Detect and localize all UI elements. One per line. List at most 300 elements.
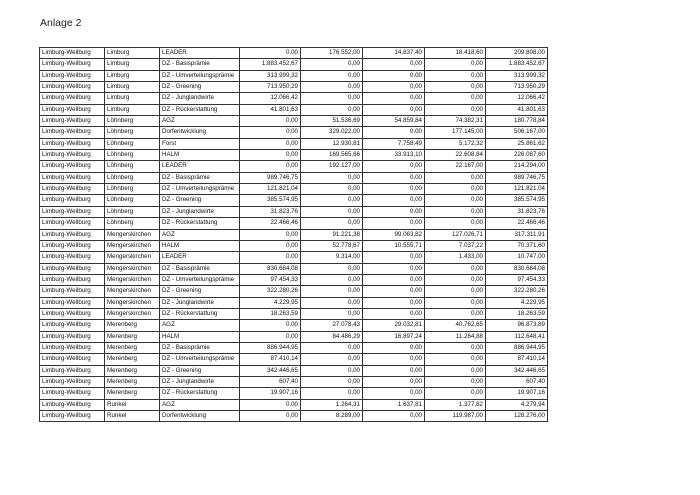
total-cell: 87.410,14: [486, 354, 548, 365]
municipality-cell: Limburg: [105, 48, 160, 59]
amount-2-cell: 0,00: [301, 286, 363, 297]
measure-cell: Dorfentwicklung: [160, 127, 240, 138]
amount-4-cell: 0,00: [425, 206, 486, 217]
amount-1-cell: 0,00: [240, 116, 301, 127]
total-cell: 886.944,95: [486, 342, 548, 353]
measure-cell: AGZ: [160, 229, 240, 240]
amount-2-cell: 12.930,81: [301, 138, 363, 149]
table-row: [40, 48, 548, 59]
amount-2-cell: 9.314,00: [301, 252, 363, 263]
amount-2-cell: 0,00: [301, 388, 363, 399]
district-cell: Limburg-Weilburg: [40, 150, 105, 161]
municipality-cell: Merenberg: [105, 320, 160, 331]
district-cell: Limburg-Weilburg: [40, 70, 105, 81]
district-cell: Limburg-Weilburg: [40, 138, 105, 149]
measure-cell: Forst: [160, 138, 240, 149]
amount-4-cell: 11.264,88: [425, 331, 486, 342]
table-row: [40, 229, 548, 240]
district-cell: Limburg-Weilburg: [40, 127, 105, 138]
amount-1-cell: 0,00: [240, 48, 301, 59]
amount-2-cell: 0,00: [301, 206, 363, 217]
amount-1-cell: 31.823,76: [240, 206, 301, 217]
total-cell: 1.883.452,67: [486, 59, 548, 70]
table-row: [40, 297, 548, 308]
amount-3-cell: 0,00: [363, 308, 425, 319]
amount-4-cell: 1.377,82: [425, 399, 486, 410]
measure-cell: DZ - Rückerstattung: [160, 218, 240, 229]
total-cell: 313.999,32: [486, 70, 548, 81]
municipality-cell: Merenberg: [105, 331, 160, 342]
amount-4-cell: 40.762,65: [425, 320, 486, 331]
amount-1-cell: 1.883.452,67: [240, 59, 301, 70]
amount-4-cell: 22.608,84: [425, 150, 486, 161]
amount-3-cell: 0,00: [363, 59, 425, 70]
table-row: [40, 138, 548, 149]
amount-4-cell: 0,00: [425, 388, 486, 399]
measure-cell: DZ - Greening: [160, 195, 240, 206]
amount-3-cell: 0,00: [363, 195, 425, 206]
amount-3-cell: 0,00: [363, 263, 425, 274]
total-cell: 607,40: [486, 376, 548, 387]
amount-3-cell: 0,00: [363, 376, 425, 387]
municipality-cell: Mengerskirchen: [105, 308, 160, 319]
amount-1-cell: 18.263,59: [240, 308, 301, 319]
amount-2-cell: 169.565,66: [301, 150, 363, 161]
amount-1-cell: 41.801,63: [240, 104, 301, 115]
district-cell: Limburg-Weilburg: [40, 263, 105, 274]
amount-3-cell: 0,00: [363, 274, 425, 285]
total-cell: 31.823,76: [486, 206, 548, 217]
total-cell: 128.276,00: [486, 411, 548, 422]
municipality-cell: Limburg: [105, 93, 160, 104]
amount-1-cell: 830.684,08: [240, 263, 301, 274]
total-cell: 4.229,95: [486, 297, 548, 308]
amount-1-cell: 87.410,14: [240, 354, 301, 365]
measure-cell: DZ - Basisprämie: [160, 172, 240, 183]
measure-cell: AGZ: [160, 399, 240, 410]
amount-4-cell: 0,00: [425, 297, 486, 308]
amount-3-cell: 0,00: [363, 184, 425, 195]
measure-cell: DZ - Basisprämie: [160, 342, 240, 353]
measure-cell: DZ - Greening: [160, 286, 240, 297]
district-cell: Limburg-Weilburg: [40, 104, 105, 115]
measure-cell: Dorfentwicklung: [160, 411, 240, 422]
amount-2-cell: 192.127,00: [301, 161, 363, 172]
measure-cell: DZ - Rückerstattung: [160, 308, 240, 319]
total-cell: 322.280,26: [486, 286, 548, 297]
measure-cell: DZ - Junglandwirte: [160, 297, 240, 308]
amount-2-cell: 329.022,00: [301, 127, 363, 138]
amount-3-cell: 33.913,10: [363, 150, 425, 161]
table-row: [40, 274, 548, 285]
municipality-cell: Löhnberg: [105, 195, 160, 206]
municipality-cell: Runkel: [105, 411, 160, 422]
total-cell: 18.263,59: [486, 308, 548, 319]
municipality-cell: Limburg: [105, 82, 160, 93]
district-cell: Limburg-Weilburg: [40, 411, 105, 422]
amount-1-cell: 4.229,95: [240, 297, 301, 308]
measure-cell: DZ - Rückerstattung: [160, 388, 240, 399]
amount-4-cell: 0,00: [425, 218, 486, 229]
district-cell: Limburg-Weilburg: [40, 218, 105, 229]
total-cell: 226.087,60: [486, 150, 548, 161]
amount-3-cell: 0,00: [363, 70, 425, 81]
funding-table: [39, 47, 548, 422]
district-cell: Limburg-Weilburg: [40, 331, 105, 342]
amount-2-cell: 84.486,29: [301, 331, 363, 342]
municipality-cell: Merenberg: [105, 365, 160, 376]
measure-cell: LEADER: [160, 161, 240, 172]
measure-cell: DZ - Junglandwirte: [160, 206, 240, 217]
municipality-cell: Mengerskirchen: [105, 252, 160, 263]
amount-1-cell: 0,00: [240, 229, 301, 240]
amount-2-cell: 51.536,69: [301, 116, 363, 127]
amount-4-cell: 18.418,60: [425, 48, 486, 59]
table-row: [40, 354, 548, 365]
district-cell: Limburg-Weilburg: [40, 229, 105, 240]
amount-2-cell: 0,00: [301, 342, 363, 353]
table-row: [40, 308, 548, 319]
amount-4-cell: 0,00: [425, 184, 486, 195]
amount-1-cell: 322.280,26: [240, 286, 301, 297]
table-row: [40, 411, 548, 422]
table-row: [40, 240, 548, 251]
amount-4-cell: 22.167,00: [425, 161, 486, 172]
table-row: [40, 388, 548, 399]
amount-2-cell: 0,00: [301, 218, 363, 229]
total-cell: 70.371,60: [486, 240, 548, 251]
amount-2-cell: 0,00: [301, 365, 363, 376]
amount-2-cell: 176.552,00: [301, 48, 363, 59]
amount-3-cell: 0,00: [363, 252, 425, 263]
municipality-cell: Löhnberg: [105, 172, 160, 183]
table-row: [40, 218, 548, 229]
total-cell: 97.454,33: [486, 274, 548, 285]
district-cell: Limburg-Weilburg: [40, 286, 105, 297]
table-row: [40, 82, 548, 93]
amount-1-cell: 0,00: [240, 399, 301, 410]
amount-2-cell: 0,00: [301, 376, 363, 387]
total-cell: 214.294,00: [486, 161, 548, 172]
total-cell: 385.574,95: [486, 195, 548, 206]
amount-4-cell: 0,00: [425, 286, 486, 297]
amount-2-cell: 0,00: [301, 59, 363, 70]
measure-cell: HALM: [160, 331, 240, 342]
total-cell: 830.684,08: [486, 263, 548, 274]
amount-1-cell: 121.821,04: [240, 184, 301, 195]
amount-1-cell: 0,00: [240, 320, 301, 331]
table-row: [40, 70, 548, 81]
municipality-cell: Löhnberg: [105, 218, 160, 229]
measure-cell: DZ - Umverteilungsprämie: [160, 184, 240, 195]
total-cell: 121.821,04: [486, 184, 548, 195]
amount-2-cell: 0,00: [301, 308, 363, 319]
amount-4-cell: 0,00: [425, 104, 486, 115]
table-row: [40, 399, 548, 410]
table-row: [40, 320, 548, 331]
district-cell: Limburg-Weilburg: [40, 399, 105, 410]
district-cell: Limburg-Weilburg: [40, 184, 105, 195]
amount-3-cell: 0,00: [363, 104, 425, 115]
municipality-cell: Merenberg: [105, 342, 160, 353]
amount-4-cell: 0,00: [425, 365, 486, 376]
table-body: [40, 48, 548, 422]
district-cell: Limburg-Weilburg: [40, 342, 105, 353]
municipality-cell: Mengerskirchen: [105, 240, 160, 251]
amount-1-cell: 0,00: [240, 331, 301, 342]
amount-4-cell: 0,00: [425, 93, 486, 104]
amount-2-cell: 1.264,31: [301, 399, 363, 410]
amount-2-cell: 0,00: [301, 274, 363, 285]
amount-4-cell: 0,00: [425, 263, 486, 274]
district-cell: Limburg-Weilburg: [40, 376, 105, 387]
total-cell: 317.311,91: [486, 229, 548, 240]
municipality-cell: Merenberg: [105, 376, 160, 387]
total-cell: 10.747,00: [486, 252, 548, 263]
amount-4-cell: 0,00: [425, 308, 486, 319]
amount-3-cell: 1.637,81: [363, 399, 425, 410]
measure-cell: DZ - Umverteilungsprämie: [160, 274, 240, 285]
amount-4-cell: 0,00: [425, 342, 486, 353]
measure-cell: DZ - Junglandwirte: [160, 376, 240, 387]
amount-3-cell: 0,00: [363, 218, 425, 229]
measure-cell: DZ - Basisprämie: [160, 263, 240, 274]
table-row: [40, 184, 548, 195]
table-row: [40, 59, 548, 70]
amount-2-cell: 27.078,43: [301, 320, 363, 331]
measure-cell: DZ - Basisprämie: [160, 59, 240, 70]
table-row: [40, 195, 548, 206]
total-cell: 19.907,16: [486, 388, 548, 399]
amount-1-cell: 0,00: [240, 161, 301, 172]
amount-4-cell: 5.172,32: [425, 138, 486, 149]
total-cell: 506.167,00: [486, 127, 548, 138]
municipality-cell: Löhnberg: [105, 161, 160, 172]
district-cell: Limburg-Weilburg: [40, 116, 105, 127]
measure-cell: AGZ: [160, 116, 240, 127]
municipality-cell: Mengerskirchen: [105, 263, 160, 274]
municipality-cell: Löhnberg: [105, 184, 160, 195]
municipality-cell: Merenberg: [105, 388, 160, 399]
amount-3-cell: 0,00: [363, 411, 425, 422]
table-row: [40, 206, 548, 217]
amount-3-cell: 0,00: [363, 365, 425, 376]
amount-3-cell: 0,00: [363, 354, 425, 365]
amount-1-cell: 0,00: [240, 138, 301, 149]
amount-3-cell: 99.063,82: [363, 229, 425, 240]
municipality-cell: Löhnberg: [105, 206, 160, 217]
amount-4-cell: 0,00: [425, 354, 486, 365]
table-row: [40, 376, 548, 387]
page-title: Anlage 2: [40, 17, 82, 29]
municipality-cell: Löhnberg: [105, 127, 160, 138]
amount-2-cell: 0,00: [301, 70, 363, 81]
total-cell: 96.873,89: [486, 320, 548, 331]
table-row: [40, 331, 548, 342]
district-cell: Limburg-Weilburg: [40, 240, 105, 251]
municipality-cell: Mengerskirchen: [105, 297, 160, 308]
district-cell: Limburg-Weilburg: [40, 59, 105, 70]
amount-3-cell: 0,00: [363, 161, 425, 172]
total-cell: 12.066,42: [486, 93, 548, 104]
district-cell: Limburg-Weilburg: [40, 365, 105, 376]
district-cell: Limburg-Weilburg: [40, 320, 105, 331]
amount-1-cell: 22.466,46: [240, 218, 301, 229]
table-row: [40, 172, 548, 183]
table-row: [40, 365, 548, 376]
amount-4-cell: 0,00: [425, 195, 486, 206]
district-cell: Limburg-Weilburg: [40, 297, 105, 308]
amount-1-cell: 0,00: [240, 127, 301, 138]
amount-1-cell: 19.907,16: [240, 388, 301, 399]
measure-cell: HALM: [160, 150, 240, 161]
municipality-cell: Limburg: [105, 70, 160, 81]
amount-4-cell: 7.037,22: [425, 240, 486, 251]
amount-4-cell: 0,00: [425, 82, 486, 93]
municipality-cell: Mengerskirchen: [105, 229, 160, 240]
table-row: [40, 150, 548, 161]
total-cell: 989.746,75: [486, 172, 548, 183]
municipality-cell: Löhnberg: [105, 150, 160, 161]
total-cell: 342.446,65: [486, 365, 548, 376]
municipality-cell: Löhnberg: [105, 116, 160, 127]
amount-1-cell: 607,40: [240, 376, 301, 387]
amount-4-cell: 0,00: [425, 59, 486, 70]
amount-3-cell: 0,00: [363, 172, 425, 183]
total-cell: 713.950,29: [486, 82, 548, 93]
municipality-cell: Limburg: [105, 104, 160, 115]
amount-1-cell: 713.950,29: [240, 82, 301, 93]
measure-cell: DZ - Umverteilungsprämie: [160, 70, 240, 81]
amount-2-cell: 0,00: [301, 195, 363, 206]
district-cell: Limburg-Weilburg: [40, 388, 105, 399]
table-row: [40, 286, 548, 297]
measure-cell: DZ - Greening: [160, 82, 240, 93]
measure-cell: DZ - Umverteilungsprämie: [160, 354, 240, 365]
amount-2-cell: 52.778,67: [301, 240, 363, 251]
municipality-cell: Runkel: [105, 399, 160, 410]
amount-2-cell: 0,00: [301, 93, 363, 104]
amount-1-cell: 12.066,42: [240, 93, 301, 104]
measure-cell: DZ - Rückerstattung: [160, 104, 240, 115]
amount-1-cell: 0,00: [240, 150, 301, 161]
table-row: [40, 263, 548, 274]
amount-4-cell: 0,00: [425, 172, 486, 183]
measure-cell: LEADER: [160, 48, 240, 59]
amount-3-cell: 0,00: [363, 286, 425, 297]
amount-3-cell: 0,00: [363, 127, 425, 138]
total-cell: 112.648,41: [486, 331, 548, 342]
table-row: [40, 342, 548, 353]
amount-2-cell: 0,00: [301, 184, 363, 195]
amount-2-cell: 0,00: [301, 82, 363, 93]
amount-1-cell: 886.944,95: [240, 342, 301, 353]
table-row: [40, 252, 548, 263]
amount-1-cell: 0,00: [240, 252, 301, 263]
district-cell: Limburg-Weilburg: [40, 195, 105, 206]
district-cell: Limburg-Weilburg: [40, 252, 105, 263]
municipality-cell: Limburg: [105, 59, 160, 70]
district-cell: Limburg-Weilburg: [40, 48, 105, 59]
amount-3-cell: 54.859,84: [363, 116, 425, 127]
total-cell: 180.778,84: [486, 116, 548, 127]
amount-2-cell: 0,00: [301, 104, 363, 115]
amount-1-cell: 989.746,75: [240, 172, 301, 183]
district-cell: Limburg-Weilburg: [40, 206, 105, 217]
amount-1-cell: 0,00: [240, 411, 301, 422]
amount-1-cell: 0,00: [240, 240, 301, 251]
amount-3-cell: 0,00: [363, 342, 425, 353]
amount-2-cell: 0,00: [301, 172, 363, 183]
amount-2-cell: 91.221,38: [301, 229, 363, 240]
amount-2-cell: 0,00: [301, 297, 363, 308]
amount-2-cell: 0,00: [301, 263, 363, 274]
measure-cell: DZ - Greening: [160, 365, 240, 376]
district-cell: Limburg-Weilburg: [40, 308, 105, 319]
municipality-cell: Löhnberg: [105, 138, 160, 149]
amount-4-cell: 0,00: [425, 376, 486, 387]
measure-cell: HALM: [160, 240, 240, 251]
table-row: [40, 104, 548, 115]
amount-3-cell: 16.897,24: [363, 331, 425, 342]
amount-3-cell: 0,00: [363, 82, 425, 93]
funding-table-wrapper: [39, 47, 548, 422]
amount-4-cell: 0,00: [425, 70, 486, 81]
amount-3-cell: 14.837,40: [363, 48, 425, 59]
total-cell: 4.279,94: [486, 399, 548, 410]
measure-cell: LEADER: [160, 252, 240, 263]
total-cell: 22.466,46: [486, 218, 548, 229]
table-row: [40, 127, 548, 138]
amount-2-cell: 0,00: [301, 354, 363, 365]
amount-4-cell: 74.382,31: [425, 116, 486, 127]
amount-3-cell: 0,00: [363, 93, 425, 104]
amount-3-cell: 10.555,71: [363, 240, 425, 251]
district-cell: Limburg-Weilburg: [40, 82, 105, 93]
district-cell: Limburg-Weilburg: [40, 161, 105, 172]
amount-1-cell: 313.999,32: [240, 70, 301, 81]
amount-1-cell: 97.454,33: [240, 274, 301, 285]
district-cell: Limburg-Weilburg: [40, 354, 105, 365]
amount-4-cell: 1.433,00: [425, 252, 486, 263]
amount-2-cell: 8.289,00: [301, 411, 363, 422]
amount-3-cell: 7.758,49: [363, 138, 425, 149]
table-row: [40, 93, 548, 104]
amount-3-cell: 29.032,81: [363, 320, 425, 331]
amount-1-cell: 342.446,65: [240, 365, 301, 376]
district-cell: Limburg-Weilburg: [40, 93, 105, 104]
municipality-cell: Mengerskirchen: [105, 274, 160, 285]
municipality-cell: Mengerskirchen: [105, 286, 160, 297]
amount-4-cell: 177.145,00: [425, 127, 486, 138]
amount-3-cell: 0,00: [363, 297, 425, 308]
measure-cell: DZ - Junglandwirte: [160, 93, 240, 104]
district-cell: Limburg-Weilburg: [40, 274, 105, 285]
total-cell: 41.801,63: [486, 104, 548, 115]
total-cell: 209.808,00: [486, 48, 548, 59]
amount-1-cell: 385.574,95: [240, 195, 301, 206]
total-cell: 25.861,62: [486, 138, 548, 149]
amount-4-cell: 127.026,71: [425, 229, 486, 240]
measure-cell: AGZ: [160, 320, 240, 331]
district-cell: Limburg-Weilburg: [40, 172, 105, 183]
amount-3-cell: 0,00: [363, 206, 425, 217]
amount-4-cell: 0,00: [425, 274, 486, 285]
amount-3-cell: 0,00: [363, 388, 425, 399]
amount-4-cell: 119.987,00: [425, 411, 486, 422]
municipality-cell: Merenberg: [105, 354, 160, 365]
table-row: [40, 161, 548, 172]
